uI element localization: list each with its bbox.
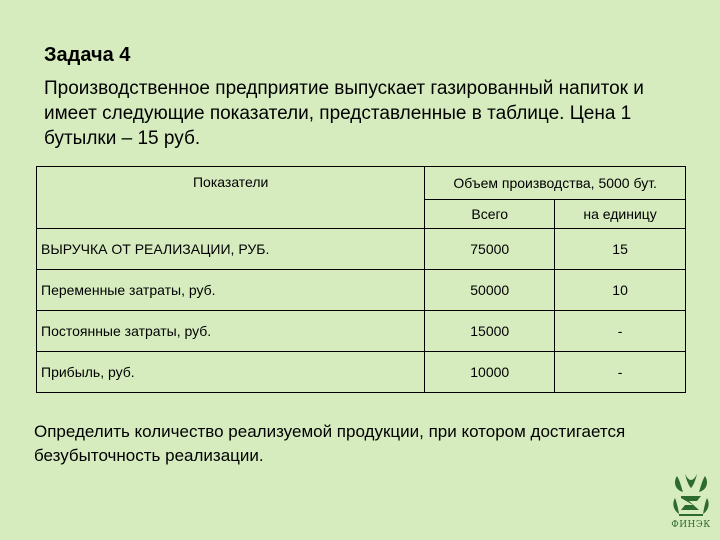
row-label: Переменные затраты, руб. — [37, 270, 425, 311]
table-row — [37, 311, 686, 352]
task-question: Определить количество реализуемой продукции, при котором достигается безубыточность реализации. — [34, 422, 626, 465]
table-row — [37, 229, 686, 270]
row-label: Прибыль, руб. — [37, 352, 425, 393]
row-total: 15000 — [425, 311, 555, 352]
header-per-unit: на единицу — [555, 200, 686, 229]
row-total: 75000 — [425, 229, 555, 270]
row-per-unit: - — [555, 352, 686, 393]
row-per-unit: - — [555, 311, 686, 352]
finek-logo-text: ФИНЭК — [671, 520, 711, 530]
row-per-unit: 15 — [555, 229, 686, 270]
row-per-unit: 10 — [555, 270, 686, 311]
header-volume: Объем производства, 5000 бут. — [425, 167, 686, 200]
header-indicator: Показатели — [37, 167, 425, 229]
finek-emblem-icon — [667, 470, 715, 520]
table-row — [37, 352, 686, 393]
row-label: ВЫРУЧКА ОТ РЕАЛИЗАЦИИ, РУБ. — [37, 229, 425, 270]
task-intro: Производственное предприятие выпускает газированный напиток и имеет следующие показатели, представленные в таблице. Цена 1 бутылки – 15 руб. — [44, 78, 644, 149]
table-header-row — [37, 167, 686, 200]
indicators-table — [36, 166, 686, 393]
task-title: Задача 4 — [44, 44, 131, 66]
row-total: 10000 — [425, 352, 555, 393]
row-total: 50000 — [425, 270, 555, 311]
header-total: Всего — [425, 200, 555, 229]
row-label: Постоянные затраты, руб. — [37, 311, 425, 352]
finek-logo — [667, 470, 715, 534]
table-row — [37, 270, 686, 311]
